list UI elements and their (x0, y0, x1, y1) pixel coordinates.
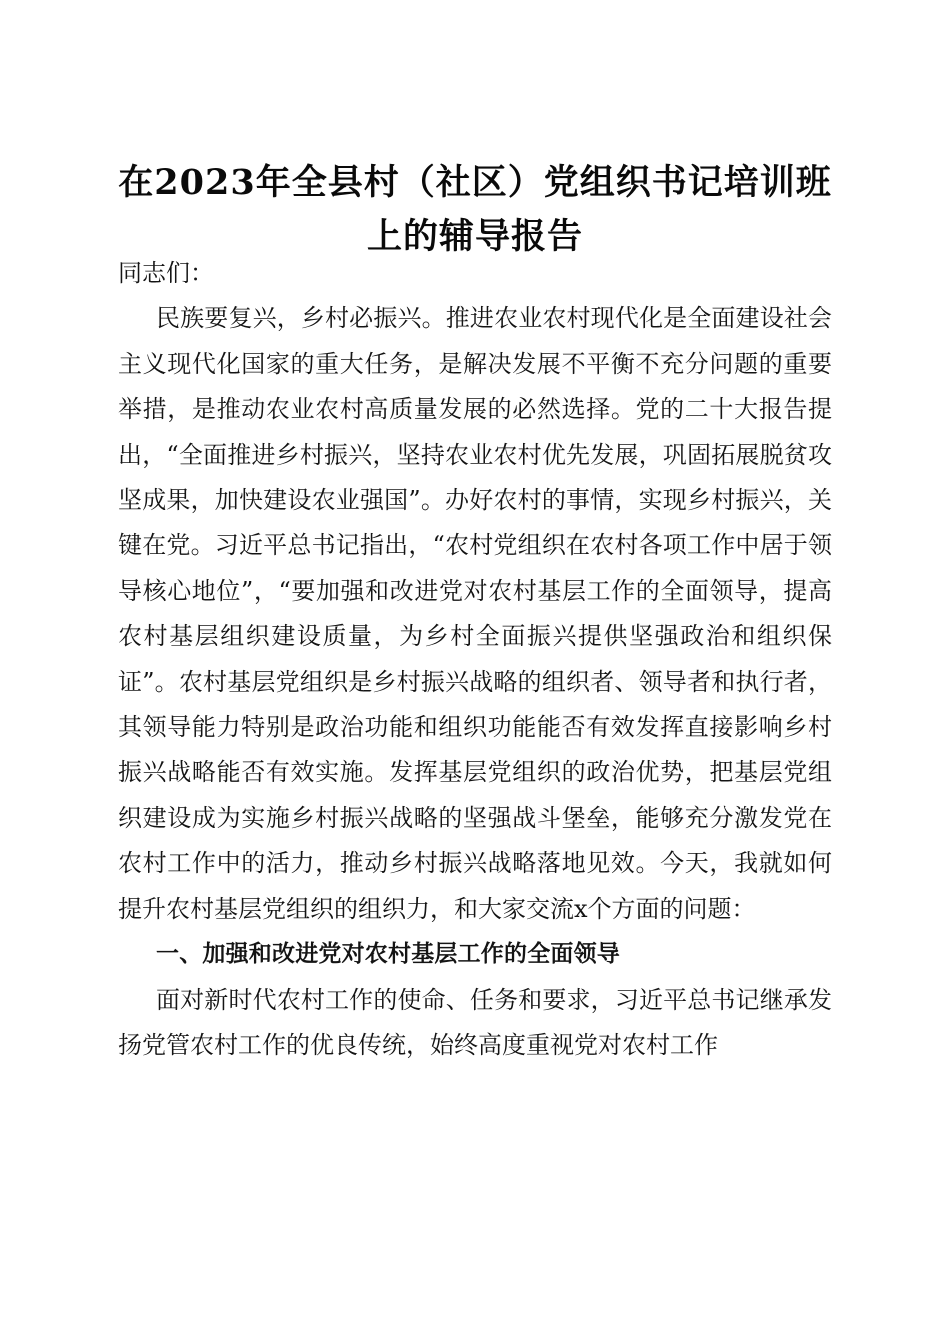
section-heading-1: 一、加强和改进党对农村基层工作的全面领导 (156, 941, 620, 968)
intro-paragraph: 民族要复兴，乡村必振兴。推进农业农村现代化是全面建设社会主义现代化国家的重大任务，是解决发展不平衡不充分问题的重要举措，是推动农业农村高质量发展的必然选择。党的二十大报告提出，“全面推进乡村振兴，坚持农业农村优先发展，巩固拓展脱贫攻坚成果，加快建设农业强国”。办好农村的事情，实现乡村振兴，关键在党。习近平总书记指出，“农村党组织在农村各项工作中居于领导核心地位”，“要加强和改进党对农村基层工作的全面领导，提高农村基层组织建设质量，为乡村全面振兴提供坚强政治和组织保证”。农村基层党组织是乡村振兴战略的组织者、领导者和执行者，其领导能力特别是政治功能和组织功能能否有效发挥直接影响乡村振兴战略能否有效实施。发挥基层党组织的政治优势，把基层党组织建设成为实施乡村振兴战略的坚强战斗堡垒，能够充分激发党在农村工作中的活力，推动乡村振兴战略落地见效。今天，我就如何提升农村基层党组织的组织力，和大家交流x个方面的问题： (118, 304, 832, 923)
section-1-paragraph: 面对新时代农村工作的使命、任务和要求，习近平总书记继承发扬党管农村工作的优良传统，始终高度重视党对农村工作 (118, 985, 832, 1059)
title-line-2: 上的辅导报告 (366, 216, 583, 258)
salutation: 同志们： (118, 259, 214, 287)
title-line-1: 在2023年全县村（社区）党组织书记培训班 (118, 162, 832, 204)
document-body (118, 251, 832, 1068)
document-title (118, 156, 832, 264)
